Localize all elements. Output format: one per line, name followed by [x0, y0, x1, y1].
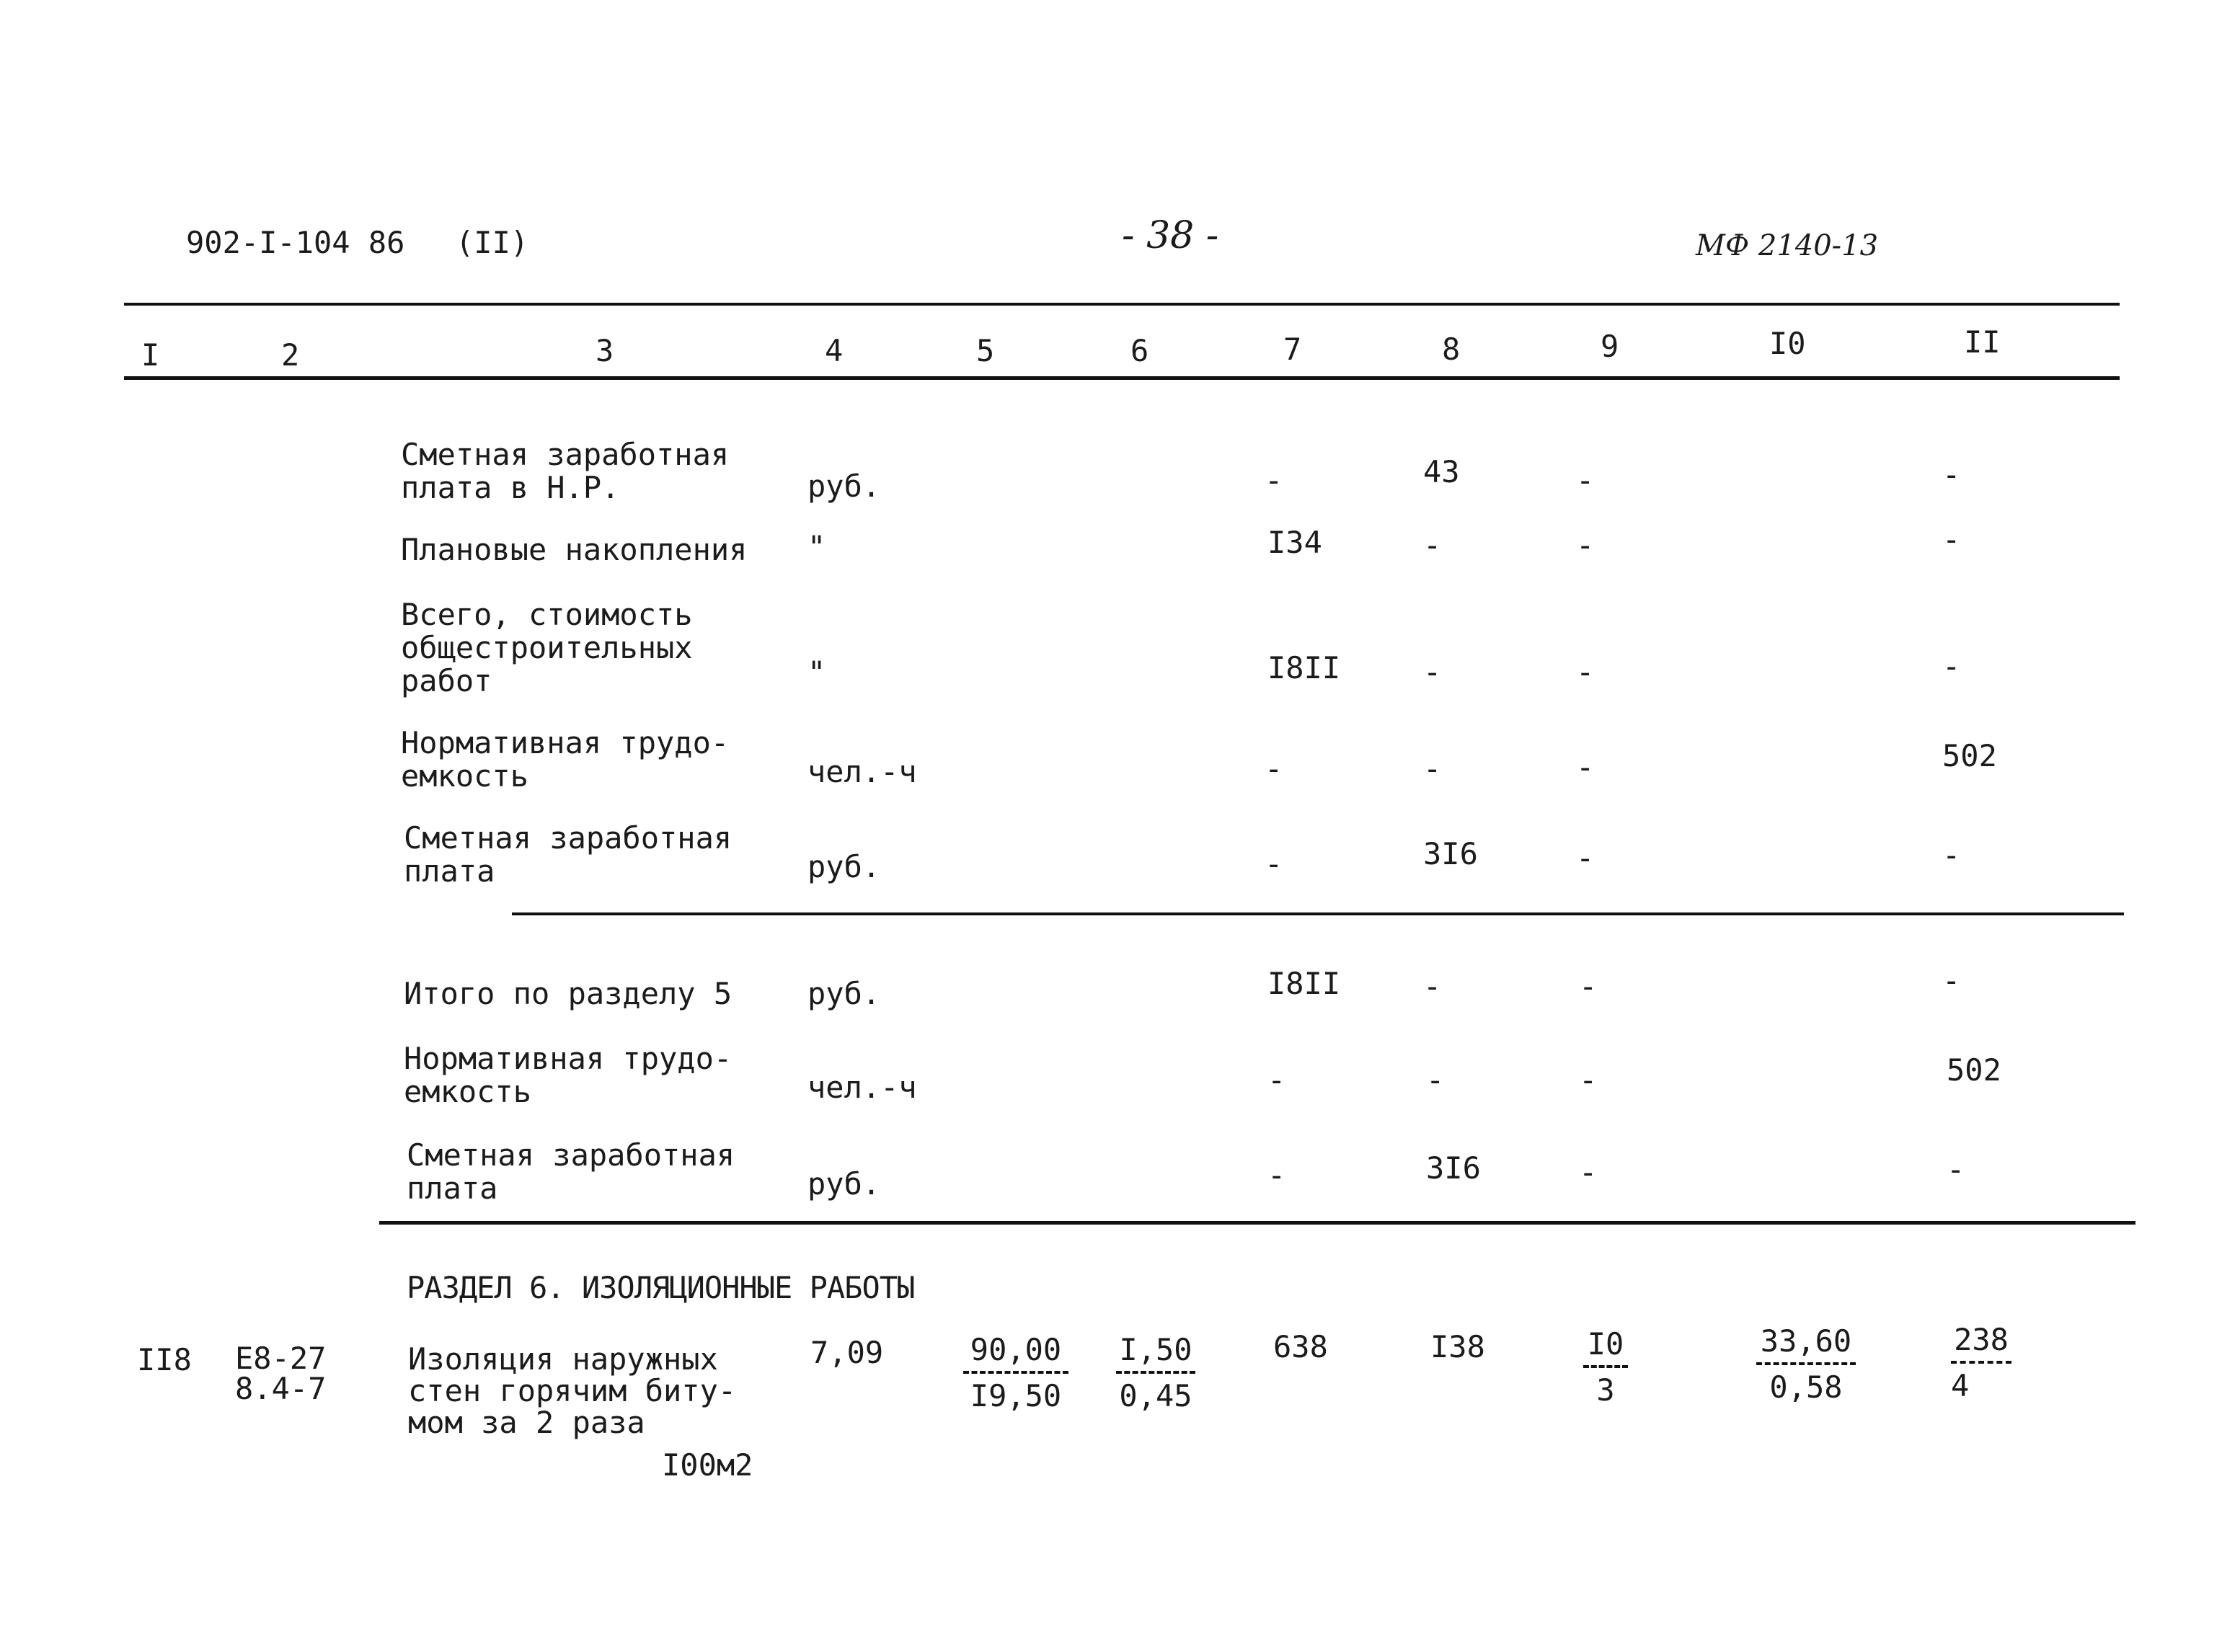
fraction-bar	[1116, 1371, 1195, 1374]
item-col10-fraction	[1756, 1325, 1856, 1404]
col-header-4: 4	[825, 333, 844, 368]
document-code: 902-I-104 86	[186, 225, 405, 260]
row-col8: -	[1423, 654, 1442, 690]
row-col8: -	[1426, 1062, 1445, 1098]
row-unit: чел.-ч	[807, 754, 917, 789]
row-unit: чел.-ч	[807, 1070, 917, 1105]
row-unit: "	[807, 654, 826, 690]
col-header-1: I	[141, 337, 160, 373]
fraction-bar	[963, 1371, 1068, 1374]
col-header-5: 5	[976, 333, 995, 368]
row-col9: -	[1576, 750, 1595, 785]
col-header-8: 8	[1442, 332, 1461, 367]
row-col11: -	[1942, 522, 1961, 557]
item-col11-top: 238	[1954, 1322, 2009, 1357]
row-name: Сметная заработная плата	[407, 1137, 735, 1206]
row-col9: -	[1579, 1155, 1598, 1190]
fraction-bar	[1951, 1361, 2011, 1364]
row-unit: руб.	[807, 976, 881, 1011]
row-col9: -	[1576, 463, 1595, 498]
col-header-7: 7	[1283, 332, 1302, 367]
item-unit: I00м2	[662, 1447, 753, 1483]
item-col4: 7,09	[810, 1335, 884, 1370]
item-col5-fraction	[963, 1333, 1068, 1413]
archive-stamp: МФ 2140-13	[1696, 229, 1879, 262]
row-name: Итого по разделу 5	[404, 976, 732, 1011]
row-unit: руб.	[807, 849, 881, 884]
group-separator-rule	[512, 912, 2124, 915]
row-name: Сметная заработная плата	[404, 820, 732, 889]
row-col9: -	[1576, 528, 1595, 563]
col-header-9: 9	[1601, 329, 1619, 364]
row-col7: -	[1265, 846, 1283, 881]
col-header-6: 6	[1130, 333, 1149, 368]
item-number: II8	[137, 1342, 192, 1377]
item-col8: I38	[1430, 1329, 1485, 1364]
item-col5-bottom: I9,50	[970, 1378, 1062, 1413]
row-col7: I34	[1267, 525, 1322, 560]
section-end-rule	[379, 1221, 2135, 1225]
row-col11: -	[1942, 963, 1961, 998]
row-col7: -	[1265, 751, 1283, 786]
row-col8: 3I6	[1426, 1150, 1481, 1186]
row-col9: -	[1579, 1062, 1598, 1098]
col-header-3: 3	[596, 333, 614, 368]
col-header-10: I0	[1769, 326, 1806, 361]
row-col7: -	[1265, 463, 1283, 498]
item-col7: 638	[1273, 1329, 1328, 1364]
col-header-11: II	[1964, 324, 2001, 360]
row-unit: руб.	[807, 468, 881, 504]
fraction-bar	[1756, 1362, 1856, 1365]
row-col7: -	[1267, 1158, 1286, 1193]
item-col9-top: I0	[1587, 1326, 1624, 1362]
row-col11: -	[1942, 838, 1961, 873]
row-name: Нормативная трудо- емкость	[401, 725, 730, 794]
item-col9-bottom: 3	[1596, 1372, 1615, 1408]
volume-number: (II)	[456, 225, 529, 260]
row-col8: -	[1423, 969, 1442, 1004]
col-header-2: 2	[281, 337, 300, 373]
item-col5-top: 90,00	[970, 1332, 1062, 1367]
row-col8: -	[1423, 751, 1442, 786]
fraction-bar	[1583, 1365, 1628, 1368]
item-code: Е8-27 8.4-7	[235, 1341, 327, 1406]
item-col10-top: 33,60	[1760, 1323, 1852, 1359]
row-col7: I8II	[1267, 966, 1341, 1001]
item-col11-bottom: 4	[1951, 1368, 1970, 1403]
row-col9: -	[1576, 654, 1595, 690]
row-name: Всего, стоимость общестроительных работ	[401, 597, 693, 698]
row-name: Нормативная трудо- емкость	[404, 1041, 732, 1109]
row-col11: -	[1947, 1152, 1965, 1187]
row-col8: -	[1423, 528, 1442, 563]
row-col8: 43	[1423, 454, 1460, 489]
row-name: Плановые накопления	[401, 532, 748, 567]
row-unit: "	[807, 529, 826, 564]
row-unit: руб.	[807, 1166, 881, 1202]
row-col11: 502	[1947, 1052, 2001, 1088]
row-col11: -	[1942, 457, 1961, 492]
item-col6-top: I,50	[1119, 1332, 1192, 1367]
section-title: РАЗДЕЛ 6. ИЗОЛЯЦИОННЫЕ РАБОТЫ	[407, 1270, 915, 1305]
item-col6-bottom: 0,45	[1119, 1378, 1192, 1413]
table-top-rule	[124, 303, 2120, 306]
item-col9-fraction	[1583, 1328, 1628, 1407]
row-col7: I8II	[1267, 650, 1341, 685]
item-col11-fraction	[1951, 1323, 2011, 1403]
row-col8: 3I6	[1423, 836, 1478, 871]
row-col7: -	[1267, 1062, 1286, 1098]
table-header-bottom-rule	[124, 376, 2120, 380]
row-col11: 502	[1942, 738, 1997, 773]
row-col11: -	[1942, 649, 1961, 684]
row-col9: -	[1579, 969, 1598, 1004]
page-number: - 38 -	[1122, 214, 1219, 257]
row-name: Сметная заработная плата в Н.Р.	[401, 437, 730, 505]
item-name: Изоляция наружных стен горячим биту- мом за 2 раза	[408, 1341, 737, 1440]
item-col10-bottom: 0,58	[1769, 1369, 1843, 1405]
item-col6-fraction	[1116, 1333, 1195, 1413]
row-col9: -	[1576, 840, 1595, 876]
